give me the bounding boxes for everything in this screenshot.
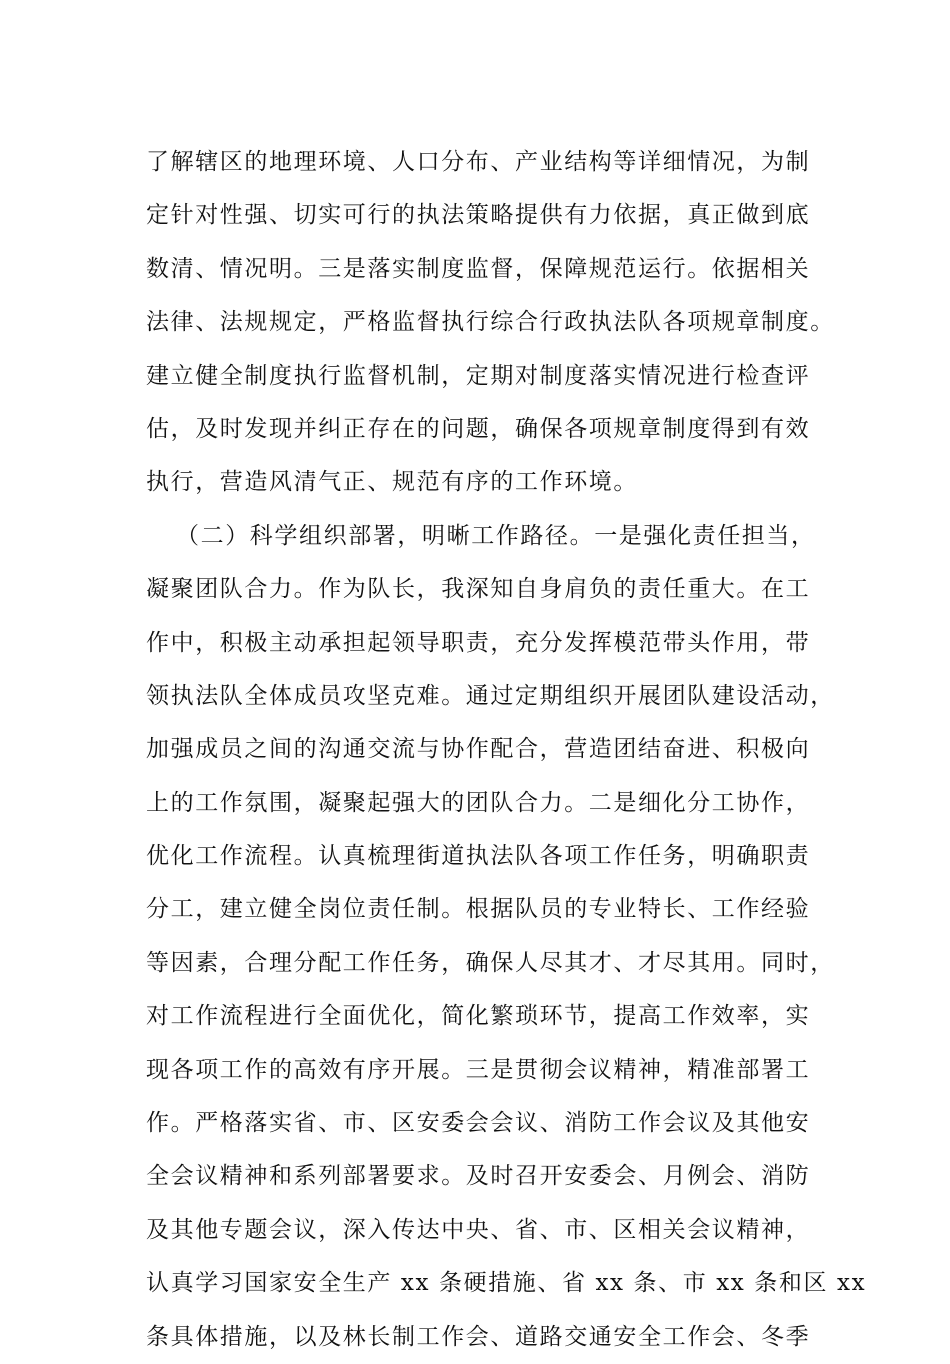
- text-line: 现各项工作的高效有序开展。三是贯彻会议精神，精准部署工: [146, 1056, 811, 1083]
- text-line: 了解辖区的地理环境、人口分布、产业结构等详细情况，为制: [146, 149, 811, 175]
- text-line: 认真学习国家安全生产 xx 条硬措施、省 xx 条、市 xx 条和区 xx: [146, 1270, 867, 1297]
- text-line: 执行，营造风清气正、规范有序的工作环境。: [146, 469, 638, 496]
- text-line: 定针对性强、切实可行的执法策略提供有力依据，真正做到底: [146, 202, 811, 229]
- text-line: 作。严格落实省、市、区安委会会议、消防工作会议及其他安: [146, 1110, 811, 1137]
- text-line: 估，及时发现并纠正存在的问题，确保各项规章制度得到有效: [146, 415, 811, 442]
- text-line: 凝聚团队合力。作为队长，我深知自身肩负的责任重大。在工: [146, 576, 811, 603]
- text-line: 数清、情况明。三是落实制度监督，保障规范运行。依据相关: [146, 255, 811, 282]
- text-line: 分工，建立健全岗位责任制。根据队员的专业特长、工作经验: [146, 896, 811, 923]
- text-line: 加强成员之间的沟通交流与协作配合，营造团结奋进、积极向: [146, 736, 811, 763]
- body-text: [146, 136, 867, 1364]
- text-line: 对工作流程进行全面优化，简化繁琐环节，提高工作效率，实: [146, 1003, 811, 1030]
- text-line: 建立健全制度执行监督机制，定期对制度落实情况进行检查评: [146, 362, 811, 389]
- text-line: 法律、法规规定，严格监督执行综合行政执法队各项规章制度。: [146, 309, 835, 336]
- text-line: 条具体措施，以及林长制工作会、道路交通安全工作会、冬季: [146, 1323, 811, 1350]
- text-line: 等因素，合理分配工作任务，确保人尽其才、才尽其用。同时，: [146, 949, 835, 976]
- text-line: 领执法队全体成员攻坚克难。通过定期组织开展团队建设活动，: [146, 682, 835, 709]
- text-line: 及其他专题会议，深入传达中央、省、市、区相关会议精神，: [146, 1216, 811, 1243]
- section-heading-line: （二）科学组织部署，明晰工作路径。一是强化责任担当，: [176, 522, 816, 549]
- text-line: 作中，积极主动承担起领导职责，充分发挥模范带头作用，带: [146, 629, 811, 656]
- text-line: 上的工作氛围，凝聚起强大的团队合力。二是细化分工协作，: [146, 789, 811, 816]
- text-line: 全会议精神和系列部署要求。及时召开安委会、月例会、消防: [146, 1163, 811, 1190]
- text-line: 优化工作流程。认真梳理街道执法队各项工作任务，明确职责: [146, 843, 811, 870]
